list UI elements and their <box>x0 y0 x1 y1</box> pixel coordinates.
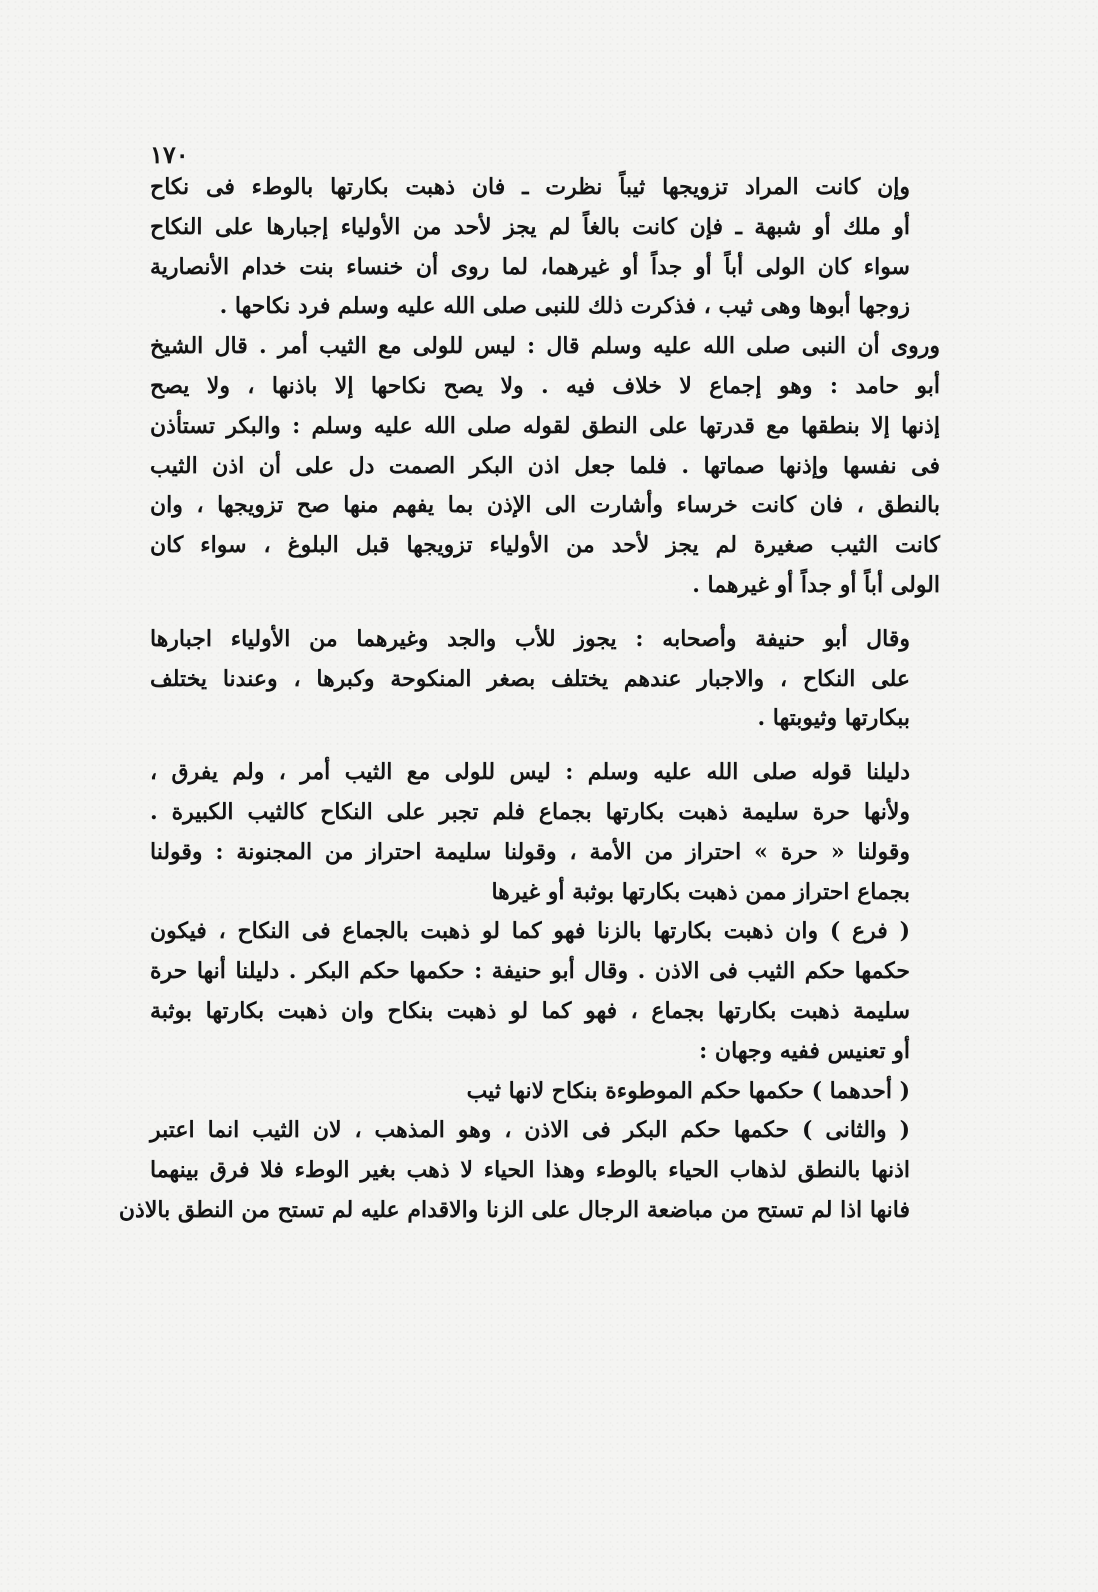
text-line: على النكاح ، والاجبار عندهم يختلف بصغر المنكوحة وكبرها ، وعندنا يختلف <box>150 665 910 692</box>
text-line: بالنطق ، فان كانت خرساء وأشارت الى الإذن بما يفهم منها صح تزويجها ، وان <box>150 492 940 519</box>
text-line: ( فرع ) وان ذهبت بكارتها بالزنا فهو كما لو ذهبت بالجماع فى النكاح ، فيكون <box>150 918 910 945</box>
paragraph-1 <box>150 168 940 327</box>
text-line: فانها اذا لم تستح من مباضعة الرجال على الزنا والاقدام عليه لم تستح من النطق بالاذن <box>118 1196 910 1223</box>
text-line: بجماع احتراز ممن ذهبت بكارتها بوثبة أو غيرها <box>491 878 910 905</box>
text-line: وقولنا « حرة » احتراز من الأمة ، وقولنا سليمة احتراز من المجنونة : وقولنا <box>150 838 910 865</box>
text-line: زوجها أبوها وهى ثيب ، فذكرت ذلك للنبى صلى الله عليه وسلم فرد نكاحها . <box>219 293 910 320</box>
paragraph-4 <box>150 753 940 912</box>
text-line: دليلنا قوله صلى الله عليه وسلم : ليس للولى مع الثيب أمر ، ولم يفرق ، <box>150 759 910 786</box>
text-line: ( أحدهما ) حكمها حكم الموطوءة بنكاح لانها ثيب <box>466 1077 910 1104</box>
text-line: ولأنها حرة سليمة ذهبت بكارتها بجماع فلم تجبر على النكاح كالثيب الكبيرة . <box>150 798 910 825</box>
text-line: فى نفسها وإذنها صماتها . فلما جعل اذن البكر الصمت دل على أن اذن الثيب <box>150 452 940 479</box>
paragraph-6 <box>150 1072 940 1112</box>
text-line: حكمها حكم الثيب فى الاذن . وقال أبو حنيفة : حكمها حكم البكر . دليلنا أنها حرة <box>150 958 910 985</box>
text-line: وروى أن النبى صلى الله عليه وسلم قال : ليس للولى مع الثيب أمر . قال الشيخ <box>150 333 940 360</box>
text-line: أبو حامد : وهو إجماع لا خلاف فيه . ولا يصح نكاحها إلا باذنها ، ولا يصح <box>150 372 940 399</box>
text-line: ( والثانى ) حكمها حكم البكر فى الاذن ، وهو المذهب ، لان الثيب انما اعتبر <box>150 1117 910 1144</box>
text-line: وقال أبو حنيفة وأصحابه : يجوز للأب والجد وغيرهما من الأولياء اجبارها <box>150 625 910 652</box>
text-line: اذنها بالنطق لذهاب الحياء بالوطء وهذا الحياء لا ذهب بغير الوطء فلا فرق بينهما <box>150 1157 910 1184</box>
text-line: سواء كان الولى أباً أو جداً أو غيرهما، لما روى أن خنساء بنت خدام الأنصارية <box>150 253 910 280</box>
text-line: الولى أباً أو جداً أو غيرهما . <box>692 571 940 598</box>
text-line: سليمة ذهبت بكارتها بجماع ، فهو كما لو ذهبت بنكاح وان ذهبت بكارتها بوثبة <box>150 997 910 1024</box>
text-line: ببكارتها وثيوبتها . <box>757 705 910 732</box>
paragraph-5 <box>150 912 940 1071</box>
body-text <box>118 168 940 1231</box>
paragraph-7 <box>118 1111 940 1230</box>
text-line: كانت الثيب صغيرة لم يجز لأحد من الأولياء تزويجها قبل البلوغ ، سواء كان <box>150 532 940 559</box>
text-line: وإن كانت المراد تزويجها ثيباً نظرت ـ فان ذهبت بكارتها بالوطء فى نكاح <box>150 174 910 200</box>
paragraph-2 <box>150 327 940 606</box>
text-line: أو تعنيس ففيه وجهان : <box>699 1037 910 1064</box>
text-line: إذنها إلا بنطقها مع قدرتها على النطق لقوله صلى الله عليه وسلم : والبكر تستأذن <box>150 412 940 439</box>
text-line: أو ملك أو شبهة ـ فإن كانت بالغاً لم يجز لأحد من الأولياء إجبارها على النكاح <box>150 213 910 240</box>
paragraph-3 <box>150 620 940 739</box>
page-number: ١٧٠ <box>150 140 189 169</box>
